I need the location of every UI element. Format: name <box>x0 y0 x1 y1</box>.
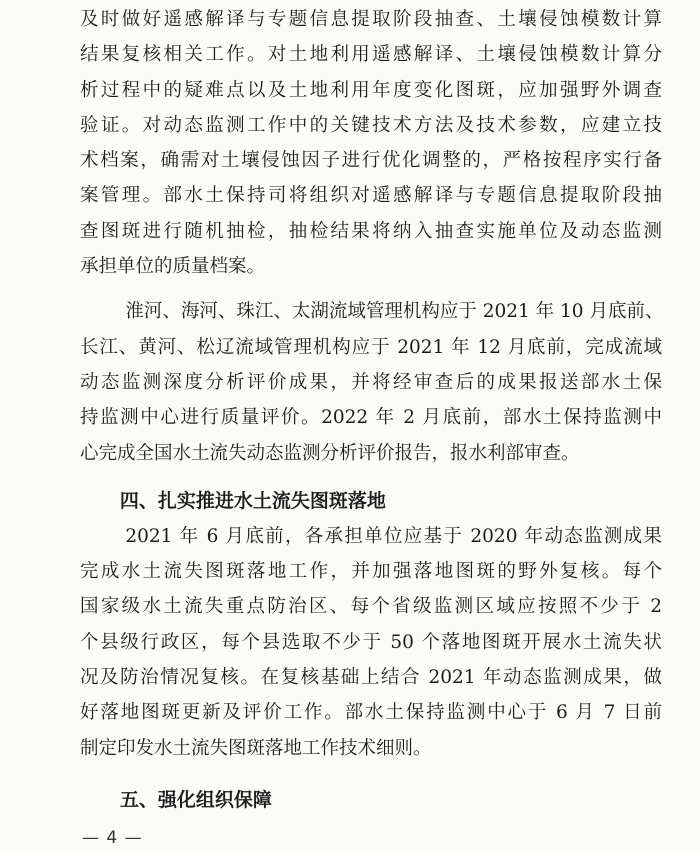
paragraph-line: 结果复核相关工作。对土地利用遥感解译、土壤侵蚀模数计算分 <box>80 44 662 66</box>
section-heading-four: 四、扎实推进水土流失图斑落地 <box>119 489 386 512</box>
paragraph-line: 术档案，确需对土壤侵蚀因子进行优化调整的，严格按程序实行备 <box>80 150 662 172</box>
paragraph-line: 个县级行政区，每个县选取不少于 50 个落地图斑开展水土流失状 <box>80 631 662 653</box>
page-number: — 4 — <box>82 828 143 848</box>
paragraph-line: 动态监测深度分析评价成果，并将经审查后的成果报送部水土保 <box>80 371 662 393</box>
paragraph-line: 况及防治情况复核。在复核基础上结合 2021 年动态监测成果，做 <box>80 667 662 689</box>
paragraph-line: 案管理。部水土保持司将组织对遥感解译与专题信息提取阶段抽 <box>80 185 662 207</box>
paragraph-line: 制定印发水土流失图斑落地工作技术细则。 <box>80 737 432 759</box>
paragraph-line: 2021 年 6 月底前，各承担单位应基于 2020 年动态监测成果 <box>125 525 662 547</box>
paragraph-line: 查图斑进行随机抽检，抽检结果将纳入抽查实施单位及动态监测 <box>80 220 662 242</box>
paragraph-patch-landing <box>80 519 662 766</box>
paragraph-line: 国家级水土流失重点防治区、每个省级监测区域应按照不少于 2 <box>80 596 662 618</box>
paragraph-line: 析过程中的疑难点以及土地利用年度变化图斑，应加强野外调查 <box>80 79 662 101</box>
paragraph-line: 完成水土流失图斑落地工作，并加强落地图斑的野外复核。每个 <box>80 561 662 583</box>
paragraph-line: 心完成全国水土流失动态监测分析评价报告，报水利部审查。 <box>80 442 580 464</box>
paragraph-basin-deadlines <box>80 294 662 470</box>
paragraph-line: 长江、黄河、松辽流域管理机构应于 2021 年 12 月底前，完成流域 <box>80 336 662 358</box>
paragraph-line: 好落地图斑更新及评价工作。部水土保持监测中心于 6 月 7 日前 <box>80 702 662 724</box>
paragraph-quality-check <box>80 2 662 284</box>
paragraph-line: 验证。对动态监测工作中的关键技术方法及技术参数，应建立技 <box>80 114 662 136</box>
section-heading-five: 五、强化组织保障 <box>119 788 272 811</box>
paragraph-line: 淮河、海河、珠江、太湖流域管理机构应于 2021 年 10 月底前、 <box>125 301 664 323</box>
paragraph-line: 持监测中心进行质量评价。2022 年 2 月底前，部水土保持监测中 <box>80 407 662 429</box>
paragraph-line: 承担单位的质量档案。 <box>80 256 266 278</box>
paragraph-line: 及时做好遥感解译与专题信息提取阶段抽查、土壤侵蚀模数计算 <box>80 9 662 30</box>
